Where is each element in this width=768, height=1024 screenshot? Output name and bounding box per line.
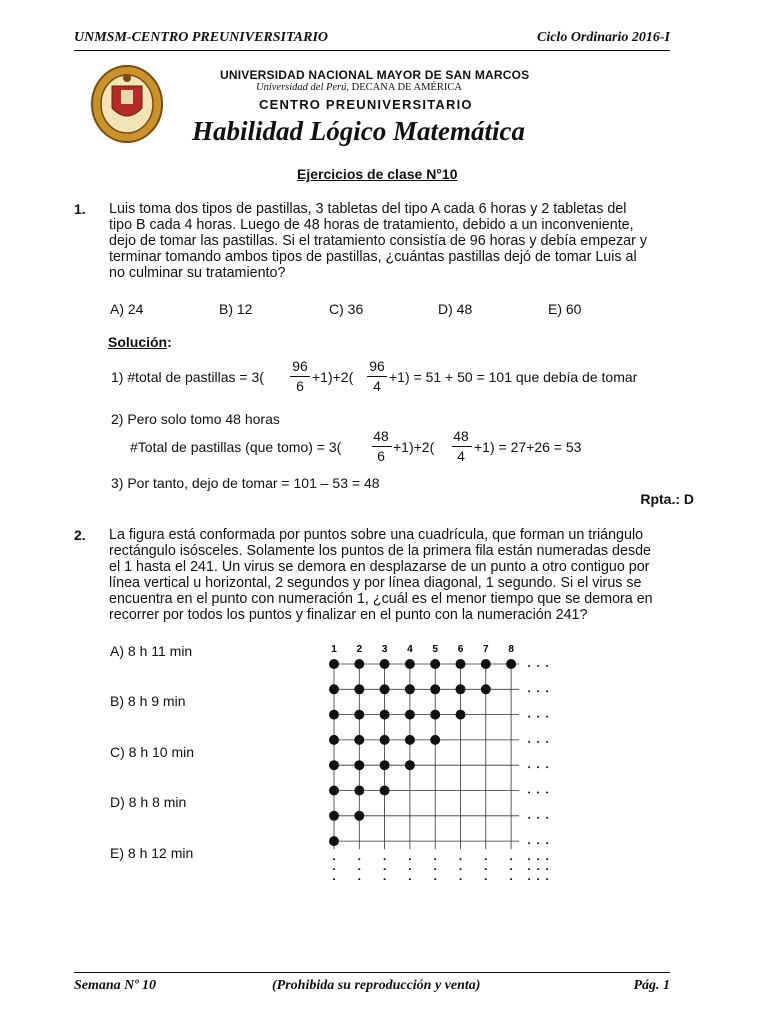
q2-option-e: E) 8 h 12 min (110, 845, 194, 861)
column-label: 8 (508, 644, 514, 655)
solution-step1-mid: +1)+2( (312, 369, 354, 385)
ellipsis-dot (434, 878, 436, 880)
ellipsis-dot (546, 858, 548, 860)
q2-line: La figura está conformada por puntos sobre una cuadrícula, que forman un triángulo (109, 527, 644, 543)
grid-dot (405, 710, 415, 720)
ellipsis-dot (546, 878, 548, 880)
column-label: 4 (407, 644, 413, 655)
fraction-bar (452, 446, 472, 447)
ellipsis-dot (358, 868, 360, 870)
q1-line: no culminar su tratamiento? (109, 265, 286, 281)
q2-line: rectángulo isósceles. Solamente los puntos de la primera fila están numeradas desde (109, 543, 652, 559)
grid-dot (380, 659, 390, 669)
frac-numerator: 48 (373, 428, 389, 444)
ellipsis-dot (546, 716, 548, 718)
ellipsis-dot (528, 741, 530, 743)
solution-step2-mid: +1)+2( (393, 439, 435, 455)
ellipsis-dot (333, 878, 335, 880)
ellipsis-dot (537, 878, 539, 880)
grid-dot (405, 684, 415, 694)
column-label: 1 (331, 644, 337, 655)
university-seal (90, 64, 164, 144)
ellipsis-dot (485, 878, 487, 880)
ellipsis-dot (528, 766, 530, 768)
grid-dot (329, 760, 339, 770)
ellipsis-dot (537, 792, 539, 794)
ellipsis-dot (460, 868, 462, 870)
ellipsis-dot (528, 716, 530, 718)
frac-denominator: 4 (373, 378, 381, 394)
grid-dot (506, 659, 516, 669)
frac-numerator: 48 (453, 428, 469, 444)
ellipsis-dot (460, 858, 462, 860)
grid-dot (481, 659, 491, 669)
ellipsis-dot (384, 858, 386, 860)
grid-dot (430, 684, 440, 694)
ellipsis-dot (546, 868, 548, 870)
fraction-bar (367, 376, 387, 377)
exercise-subtitle: Ejercicios de clase N°10 (297, 166, 458, 182)
grid-dot (329, 836, 339, 846)
ellipsis-dot (409, 878, 411, 880)
grid-dot (405, 760, 415, 770)
frac-denominator: 6 (296, 378, 304, 394)
q1-option-a: A) 24 (110, 301, 144, 317)
grid-dot (405, 735, 415, 745)
grid-dot (456, 659, 466, 669)
ellipsis-dot (409, 868, 411, 870)
q1-option-e: E) 60 (548, 301, 582, 317)
column-label: 7 (483, 644, 489, 655)
grid-dot (329, 684, 339, 694)
frac-denominator: 4 (457, 448, 465, 464)
ellipsis-dot (537, 842, 539, 844)
q1-line: terminar tomando ambos tipos de pastillas, ¿cuántas pastillas dejó de tomar Luis al (109, 249, 637, 265)
solution-step1-suffix: +1) = 51 + 50 = 101 que debía de tomar (389, 369, 638, 385)
ellipsis-dot (537, 817, 539, 819)
ellipsis-dot (528, 868, 530, 870)
answer: Rpta.: D (640, 491, 694, 507)
q1-option-d: D) 48 (438, 301, 473, 317)
ellipsis-dot (409, 858, 411, 860)
grid-dot (329, 710, 339, 720)
grid-dot (354, 710, 364, 720)
ellipsis-dot (528, 817, 530, 819)
grid-dot (354, 735, 364, 745)
ellipsis-dot (546, 741, 548, 743)
grid-dot (380, 735, 390, 745)
ellipsis-dot (528, 690, 530, 692)
ellipsis-dot (528, 878, 530, 880)
ellipsis-dot (510, 878, 512, 880)
ellipsis-dot (537, 858, 539, 860)
q1-text (109, 201, 694, 281)
q2-text (109, 527, 694, 623)
ellipsis-dot (537, 690, 539, 692)
solution-label: Solución: (108, 334, 172, 350)
ellipsis-dot (546, 690, 548, 692)
q2-line: línea vertical u horizontal, 2 segundos y por línea diagonal, 1 segundo. Si el virus se (109, 575, 642, 591)
fraction-bar (372, 446, 392, 447)
q1-line: dejo de tomar las pastillas. Si el tratamiento consistía de 96 horas y debía empezar y (109, 233, 648, 249)
q1-number: 1. (74, 201, 86, 217)
footer-rule (74, 972, 670, 973)
q2-line: recorrer por todos los puntos y finalizar en el punto con la numeración 241? (109, 607, 588, 623)
q2-number: 2. (74, 527, 86, 543)
ellipsis-dot (434, 868, 436, 870)
column-label: 2 (356, 644, 363, 655)
q2-option-c: C) 8 h 10 min (110, 744, 195, 760)
grid-dot (430, 710, 440, 720)
ellipsis-dot (546, 766, 548, 768)
grid-dot (354, 684, 364, 694)
ellipsis-dot (434, 858, 436, 860)
grid-dot (354, 659, 364, 669)
ellipsis-dot (528, 792, 530, 794)
ellipsis-dot (333, 868, 335, 870)
ellipsis-dot (358, 858, 360, 860)
q1-option-c: C) 36 (329, 301, 364, 317)
grid-dot (354, 786, 364, 796)
ellipsis-dot (546, 817, 548, 819)
frac-denominator: 6 (377, 448, 385, 464)
ellipsis-dot (333, 858, 335, 860)
ellipsis-dot (546, 792, 548, 794)
grid-dot (354, 811, 364, 821)
grid-dot (354, 760, 364, 770)
ellipsis-dot (528, 858, 530, 860)
grid-dot (329, 811, 339, 821)
grid-dot (456, 710, 466, 720)
center-name: CENTRO PREUNIVERSITARIO (259, 97, 473, 112)
frac-numerator: 96 (369, 358, 385, 374)
ellipsis-dot (510, 868, 512, 870)
solution-step2-prefix: #Total de pastillas (que tomo) = 3( (130, 439, 342, 455)
ellipsis-dot (460, 878, 462, 880)
page-header (74, 30, 670, 46)
solution-step2-suffix: +1) = 27+26 = 53 (474, 439, 582, 455)
q2-option-a: A) 8 h 11 min (110, 643, 193, 659)
column-label: 6 (457, 644, 464, 655)
ellipsis-dot (485, 868, 487, 870)
dot-grid-figure (322, 640, 562, 885)
ellipsis-dot (537, 868, 539, 870)
university-tagline: Universidad del Perú, DECANA DE AMÉRICA (256, 82, 462, 93)
q1-option-b: B) 12 (219, 301, 253, 317)
course-title: Habilidad Lógico Matemática (192, 116, 525, 146)
grid-dot (405, 659, 415, 669)
grid-dot (329, 786, 339, 796)
frac-numerator: 96 (292, 358, 308, 374)
solution-step3: 3) Por tanto, dejo de tomar = 101 – 53 = 48 (111, 475, 380, 491)
ellipsis-dot (384, 868, 386, 870)
ellipsis-dot (510, 858, 512, 860)
column-label: 5 (432, 644, 438, 655)
grid-dot (430, 659, 440, 669)
grid-dot (329, 659, 339, 669)
q2-line: el 1 hasta el 241. Un virus se demora en desplazarse de un punto a otro contiguo por (109, 559, 650, 575)
grid-dot (456, 684, 466, 694)
ellipsis-dot (546, 665, 548, 667)
ellipsis-dot (537, 665, 539, 667)
fraction-bar (290, 376, 310, 377)
column-label: 3 (381, 644, 388, 655)
q1-line: tipo B cada 4 horas. Luego de 48 horas de tratamiento, debido a un inconveniente, (109, 217, 634, 233)
solution-step2: 2) Pero solo tomo 48 horas (111, 411, 280, 427)
grid-dot (481, 684, 491, 694)
ellipsis-dot (537, 716, 539, 718)
header-left: UNMSM-CENTRO PREUNIVERSITARIO (74, 30, 329, 45)
footer-week: Semana Nº 10 (74, 978, 156, 993)
footer-notice: (Prohibida su reproducción y venta) (272, 978, 481, 993)
q2-option-d: D) 8 h 8 min (110, 794, 187, 810)
ellipsis-dot (537, 741, 539, 743)
grid-dot (430, 735, 440, 745)
ellipsis-dot (546, 842, 548, 844)
header-rule (74, 50, 670, 51)
ellipsis-dot (384, 878, 386, 880)
ellipsis-dot (528, 842, 530, 844)
university-name: UNIVERSIDAD NACIONAL MAYOR DE SAN MARCOS (220, 68, 530, 82)
grid-dot (380, 710, 390, 720)
ellipsis-dot (485, 858, 487, 860)
grid-dot (380, 760, 390, 770)
footer-page: Pág. 1 (633, 978, 670, 993)
grid-dot (329, 735, 339, 745)
ellipsis-dot (358, 878, 360, 880)
grid-dot (380, 684, 390, 694)
q1-line: Luis toma dos tipos de pastillas, 3 tabletas del tipo A cada 6 horas y 2 tabletas del (109, 201, 627, 217)
ellipsis-dot (537, 766, 539, 768)
ellipsis-dot (528, 665, 530, 667)
solution-step1-prefix: 1) #total de pastillas = 3( (111, 369, 264, 385)
header-right: Ciclo Ordinario 2016-I (536, 30, 670, 45)
grid-dot (380, 786, 390, 796)
q2-line: encuentra en el punto con numeración 1, ¿cuál es el menor tiempo que se demora en (109, 591, 653, 607)
q2-option-b: B) 8 h 9 min (110, 693, 186, 709)
